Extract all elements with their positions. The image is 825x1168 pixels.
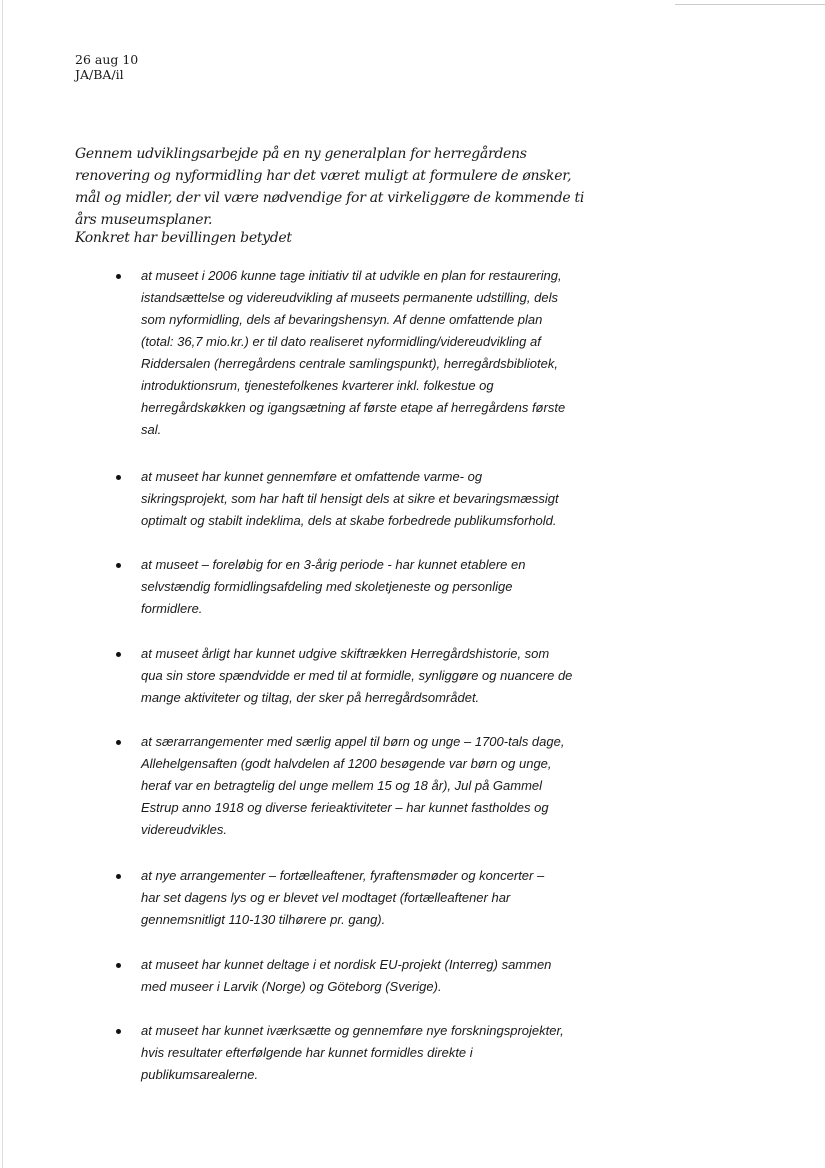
text-line: Estrup anno 1918 og diverse ferieaktiviteter – har kunnet fastholdes og: [141, 800, 549, 815]
text-line: har set dagens lys og er blevet vel modtaget (fortælleaftener har: [141, 890, 511, 905]
text-line: mange aktiviteter og tiltag, der sker på herregårdsområdet.: [141, 690, 480, 705]
reference: JA/BA/il: [75, 67, 124, 82]
text-line: sikringsprojekt, som har haft til hensigt dels at sikre et bevaringsmæssigt: [141, 491, 559, 506]
text-line: at museet årligt har kunnet udgive skiftrækken Herregårdshistorie, som: [141, 646, 550, 661]
bullet-item: [116, 643, 572, 709]
bullet-dot-icon: [116, 963, 121, 968]
bullet-dot-icon: [116, 274, 121, 279]
bullet-text: [141, 466, 559, 532]
bullet-item: [116, 466, 559, 532]
scan-edge: [675, 4, 825, 5]
bullet-text: [141, 865, 544, 931]
text-line: renovering og nyformidling har det været muligt at formulere de ønsker,: [75, 168, 572, 184]
text-line: som nyformidling, dels af bevaringshensyn. Af denne omfattende plan: [141, 312, 543, 327]
text-line: års museumsplaner.: [75, 212, 213, 228]
text-line: istandsættelse og videreudvikling af museets permanente udstilling, dels: [141, 290, 558, 305]
text-line: Allehelgensaften (godt halvdelen af 1200 besøgende var børn og unge,: [141, 756, 552, 771]
bullet-text: [141, 731, 564, 841]
text-line: at museet har kunnet deltage i et nordisk EU-projekt (Interreg) sammen: [141, 957, 552, 972]
text-line: sal.: [141, 422, 162, 437]
bullet-item: [116, 265, 565, 441]
text-line: at museet i 2006 kunne tage initiativ til at udvikle en plan for restaurering,: [141, 268, 562, 283]
bullet-dot-icon: [116, 1029, 121, 1034]
text-line: videreudvikles.: [141, 822, 227, 837]
text-line: introduktionsrum, tjenestefolkenes kvarterer inkl. folkestue og: [141, 378, 494, 393]
bullet-item: [116, 954, 551, 998]
lead-sentence: Konkret har bevillingen betydet: [75, 230, 292, 246]
text-line: optimalt og stabilt indeklima, dels at skabe forbedrede publikumsforhold.: [141, 513, 557, 528]
text-line: herregårdskøkken og igangsætning af første etape af herregårdens første: [141, 400, 566, 415]
bullet-text: [141, 265, 565, 441]
text-line: med museer i Larvik (Norge) og Göteborg (Sverige).: [141, 979, 442, 994]
text-line: heraf var en betragtelig del unge mellem 15 og 18 år), Jul på Gammel: [141, 778, 543, 793]
text-line: publikumsarealerne.: [141, 1067, 259, 1082]
text-line: (total: 36,7 mio.kr.) er til dato realiseret nyformidling/videreudvikling af: [141, 334, 541, 349]
bullet-item: [116, 731, 564, 841]
intro-paragraph: [75, 143, 584, 231]
bullet-item: [116, 865, 544, 931]
text-line: selvstændig formidlingsafdeling med skoletjeneste og personlige: [141, 579, 513, 594]
scan-edge: [2, 0, 3, 1168]
bullet-dot-icon: [116, 740, 121, 745]
text-line: at museet har kunnet gennemføre et omfattende varme- og: [141, 469, 483, 484]
bullet-dot-icon: [116, 475, 121, 480]
text-line: at nye arrangementer – fortælleaftener, fyraftensmøder og koncerter –: [141, 868, 545, 883]
text-line: gennemsnitligt 110-130 tilhørere pr. gang).: [141, 912, 386, 927]
bullet-text: [141, 954, 551, 998]
bullet-dot-icon: [116, 652, 121, 657]
text-line: hvis resultater efterfølgende har kunnet formidles direkte i: [141, 1045, 473, 1060]
bullet-item: [116, 554, 525, 620]
bullet-dot-icon: [116, 563, 121, 568]
date: 26 aug 10: [75, 52, 139, 67]
text-line: at museet har kunnet iværksætte og gennemføre nye forskningsprojekter,: [141, 1023, 564, 1038]
document-header: [75, 52, 138, 82]
text-line: at særarrangementer med særlig appel til børn og unge – 1700-tals dage,: [141, 734, 565, 749]
bullet-text: [141, 643, 572, 709]
text-line: mål og midler, der vil være nødvendige for at virkeliggøre de kommende ti: [75, 190, 585, 206]
bullet-text: [141, 1020, 564, 1086]
text-line: formidlere.: [141, 601, 203, 616]
text-line: Gennem udviklingsarbejde på en ny generalplan for herregårdens: [75, 146, 527, 162]
bullet-item: [116, 1020, 564, 1086]
text-line: qua sin store spændvidde er med til at formidle, synliggøre og nuancere de: [141, 668, 573, 683]
bullet-text: [141, 554, 525, 620]
text-line: at museet – foreløbig for en 3-årig periode - har kunnet etablere en: [141, 557, 526, 572]
text-line: Riddersalen (herregårdens centrale samlingspunkt), herregårdsbibliotek,: [141, 356, 558, 371]
bullet-dot-icon: [116, 874, 121, 879]
